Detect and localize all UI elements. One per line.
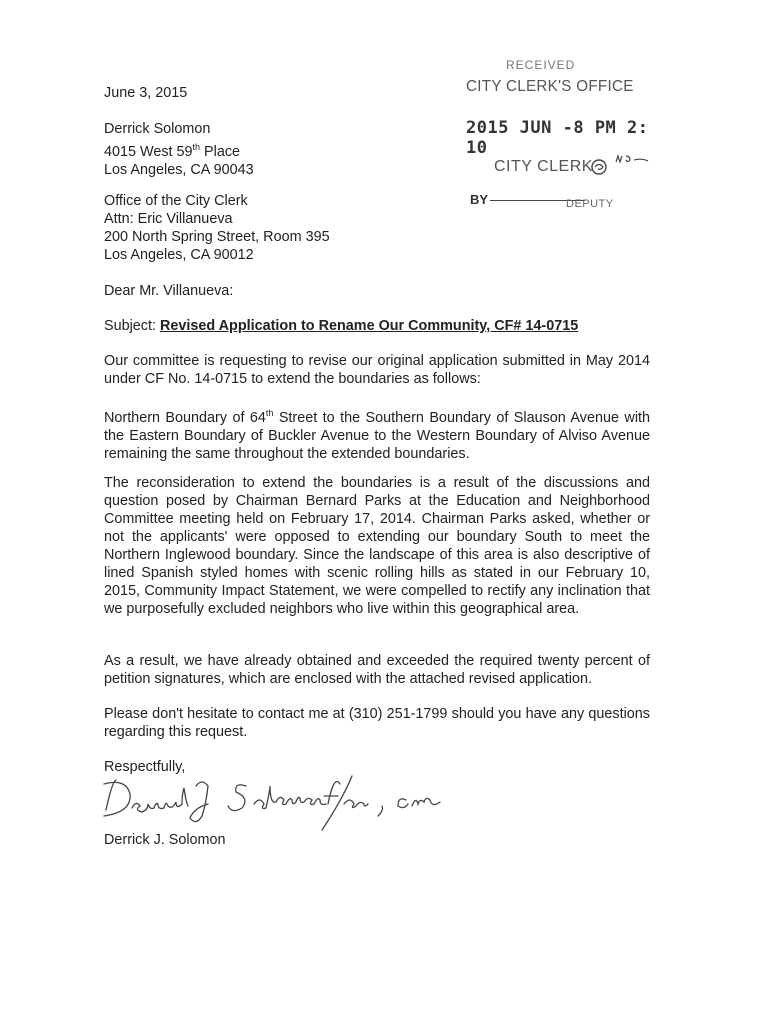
- paragraph-2: Northern Boundary of 64th Street to the Southern Boundary of Slauson Avenue with the Eastern Boundary of Buckler Avenue to the Western Boundary of Alviso Avenue remaining the same throughout the extended boundaries.: [104, 408, 651, 462]
- subject-label: Subject:: [104, 318, 160, 334]
- subject-line: [104, 317, 650, 335]
- stamp-office: CITY CLERK'S OFFICE: [466, 78, 634, 95]
- sender-name: Derrick Solomon: [104, 121, 211, 137]
- recipient-line1: Office of the City Clerk: [104, 193, 248, 209]
- typed-name: Derrick J. Solomon: [104, 832, 226, 848]
- sender-city: Los Angeles, CA 90043: [104, 161, 254, 178]
- paragraph-4: As a result, we have already obtained and exceeded the required twenty percent of petition signatures, which are enclosed with the attached revised application.: [104, 653, 651, 687]
- subject-title: Revised Application to Rename Our Community, CF# 14-0715: [160, 318, 579, 334]
- paragraph-3: The reconsideration to extend the boundaries is a result of the discussions and question posed by Chairman Bernard Parks at the Education and Neighborhood Committee meeting held on February 17, 2014. Chairman Parks asked, whether or not the applicants' were opposed to extending our boundary South to meet the Northern Inglewood boundary. Since the landscape of this area is also descriptive of lined Spanish styled homes with scenic rolling hills as stated in our February 10, 2015, Community Impact Statement, we were compelled to rectify any inclination that we purposefully excluded neighbors who live within this geographical area.: [104, 475, 651, 617]
- stamp-city-clerk: CITY CLERK: [494, 158, 593, 176]
- closing: Respectfully,: [104, 759, 186, 775]
- stamp-received: RECEIVED: [506, 58, 576, 72]
- stamp-by-line: BY: [470, 192, 585, 207]
- letter-date: June 3, 2015: [104, 85, 188, 101]
- recipient-line4: Los Angeles, CA 90012: [104, 247, 254, 263]
- stamp-deputy: DEPUTY: [566, 198, 614, 210]
- paragraph-1: Our committee is requesting to revise our original application submitted in May 2014 under CF No. 14-0715 to extend the boundaries as follows:: [104, 353, 650, 387]
- sender-street: 4015 West 59th Place: [104, 142, 241, 160]
- paragraph-5: Please don't hesitate to contact me at (310) 251-1799 should you have any questions regarding this request.: [104, 706, 650, 740]
- recipient-address: [104, 192, 650, 264]
- stamp-datetime: 2015 JUN -8 PM 2: 10: [466, 118, 649, 158]
- sender-address: [104, 120, 650, 179]
- recipient-line2: Attn: Eric Villanueva: [104, 211, 233, 227]
- salutation: Dear Mr. Villanueva:: [104, 283, 234, 299]
- recipient-line3: 200 North Spring Street, Room 395: [104, 229, 330, 245]
